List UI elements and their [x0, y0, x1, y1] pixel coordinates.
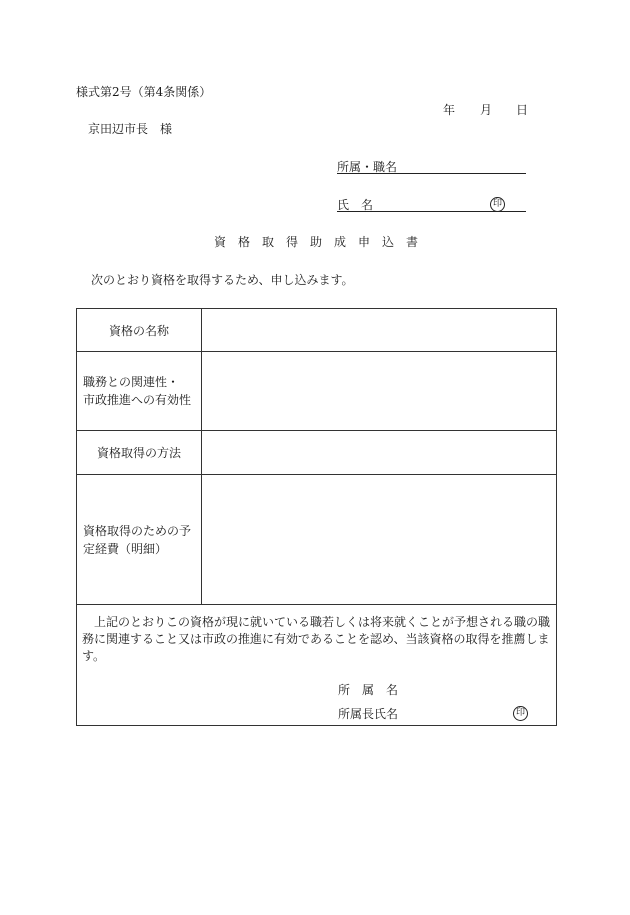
table-row — [77, 605, 557, 726]
acquisition-method-field[interactable] — [202, 431, 557, 475]
table-row — [77, 475, 557, 605]
head-seal-mark: 印 — [513, 706, 528, 721]
recommendation-cell — [77, 605, 557, 726]
intro-text: 次のとおり資格を取得するため、申し込みます。 — [91, 273, 354, 287]
application-table — [76, 308, 557, 726]
acquisition-method-label: 資格取得の方法 — [96, 446, 181, 460]
qualification-name-field[interactable] — [202, 309, 557, 352]
head-name-label: 所属長氏名 — [338, 707, 399, 721]
applicant-seal-mark: 印 — [490, 197, 505, 212]
qualification-name-label: 資格の名称 — [108, 323, 169, 338]
date-month-label: 月 — [480, 103, 493, 117]
applicant-dept-field[interactable] — [337, 173, 526, 174]
date-year-label: 年 — [443, 103, 456, 117]
planned-cost-label: 資格取得のための予 定経費（明細） — [83, 523, 192, 556]
relevance-label: 職務との関連性・ 市政推進への有効性 — [83, 375, 192, 407]
table-row — [77, 309, 557, 352]
form-title: 資 格 取 得 助 成 申 込 書 — [214, 235, 419, 249]
addressee: 京田辺市長 様 — [88, 122, 173, 136]
affiliation-label: 所 属 名 — [338, 683, 399, 697]
applicant-dept-label: 所属・職名 — [337, 160, 398, 174]
table-row — [77, 431, 557, 475]
form-number: 様式第2号（第4条関係） — [76, 85, 212, 99]
table-row — [77, 352, 557, 431]
recommendation-text: 上記のとおりこの資格が現に就いている職若しくは将来就くことが予想される職の職務に関連すること又は市政の推進に有効であることを認め、当該資格の取得を推薦します。 — [82, 615, 551, 663]
applicant-name-label: 氏 名 — [337, 198, 374, 212]
date-day-label: 日 — [516, 103, 529, 117]
planned-cost-field[interactable] — [202, 475, 557, 605]
relevance-field[interactable] — [202, 352, 557, 431]
